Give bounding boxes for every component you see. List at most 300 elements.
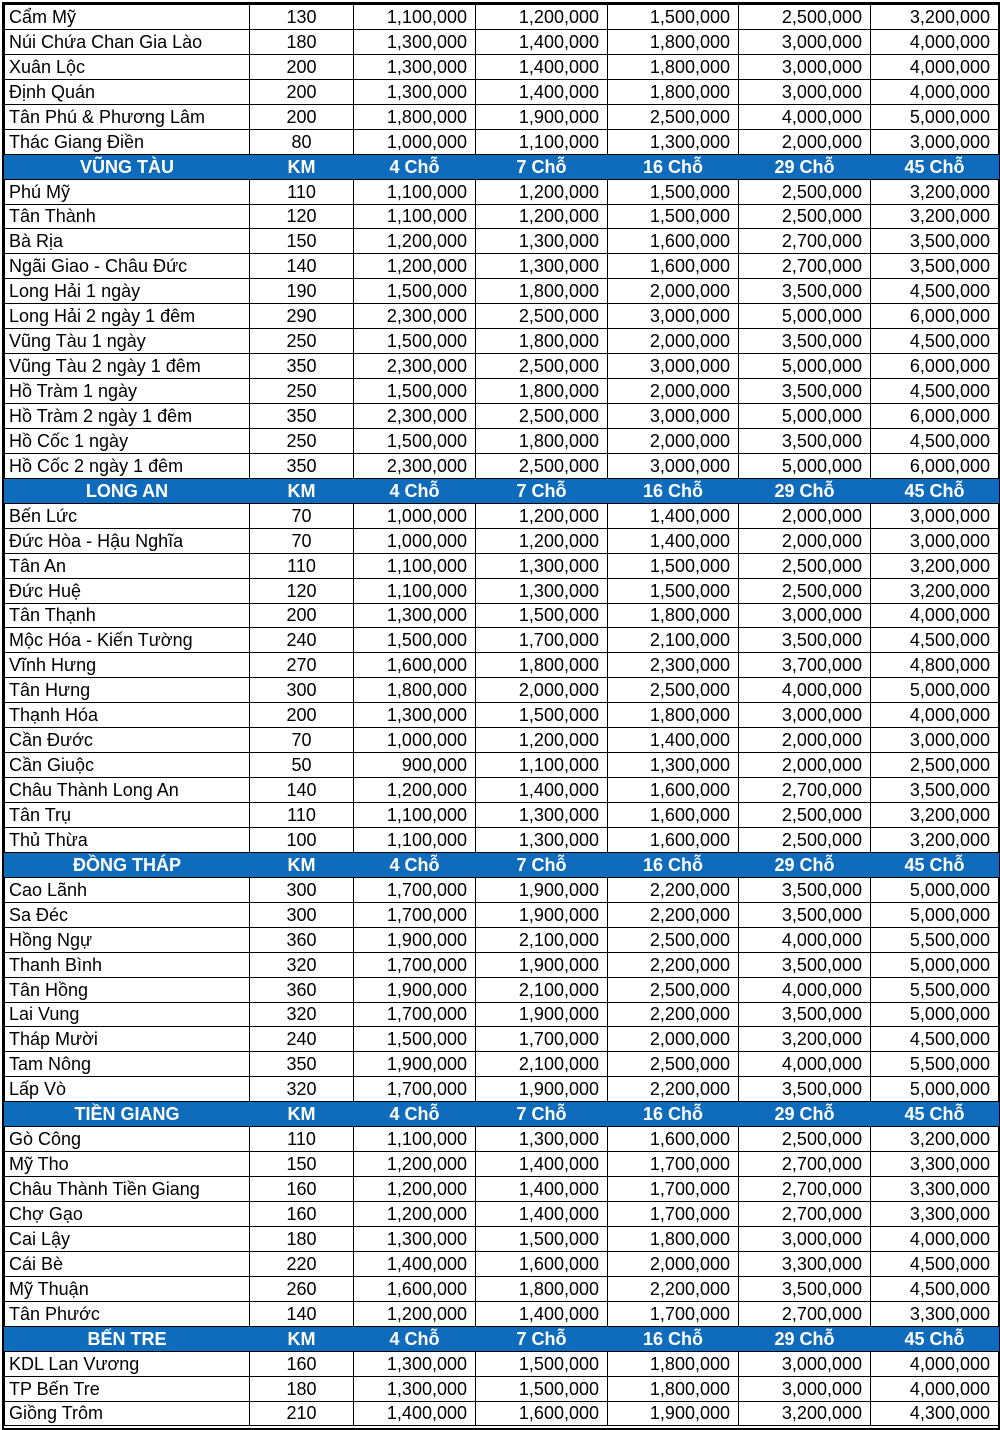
price-7-seat-cell: 1,800,000 [476, 279, 608, 304]
table-row [5, 1077, 999, 1102]
price-7-seat-cell: 1,600,000 [476, 1251, 608, 1276]
price-4-seat-cell: 1,600,000 [354, 653, 476, 678]
price-4-seat-cell: 1,200,000 [354, 778, 476, 803]
location-cell: Bến Lức [5, 503, 250, 528]
region-name: LONG AN [5, 478, 250, 503]
km-cell: 250 [250, 379, 354, 404]
table-row [5, 453, 999, 478]
table-row [5, 1351, 999, 1376]
price-16-seat-cell: 1,800,000 [608, 79, 739, 104]
table-row [5, 1301, 999, 1326]
column-header: 29 Chỗ [739, 852, 871, 877]
km-cell: 180 [250, 29, 354, 54]
location-cell: Hồ Tràm 2 ngày 1 đêm [5, 404, 250, 429]
km-cell: 110 [250, 553, 354, 578]
column-header: 4 Chỗ [354, 478, 476, 503]
km-cell: 350 [250, 1052, 354, 1077]
price-7-seat-cell: 1,800,000 [476, 329, 608, 354]
price-7-seat-cell: 1,200,000 [476, 204, 608, 229]
price-16-seat-cell: 1,500,000 [608, 5, 739, 30]
price-4-seat-cell: 1,200,000 [354, 1202, 476, 1227]
price-16-seat-cell: 2,000,000 [608, 1251, 739, 1276]
price-29-seat-cell: 3,500,000 [739, 1276, 871, 1301]
location-cell: Thác Giang Điền [5, 129, 250, 154]
price-4-seat-cell: 1,300,000 [354, 1351, 476, 1376]
price-4-seat-cell: 1,700,000 [354, 902, 476, 927]
column-header: 7 Chỗ [476, 1326, 608, 1351]
column-header: 45 Chỗ [871, 154, 999, 179]
price-45-seat-cell: 3,300,000 [871, 1301, 999, 1326]
price-7-seat-cell: 1,900,000 [476, 902, 608, 927]
price-45-seat-cell: 6,000,000 [871, 404, 999, 429]
table-row [5, 29, 999, 54]
price-7-seat-cell: 1,300,000 [476, 803, 608, 828]
price-4-seat-cell: 1,500,000 [354, 428, 476, 453]
price-29-seat-cell: 4,000,000 [739, 927, 871, 952]
price-7-seat-cell: 1,400,000 [476, 1301, 608, 1326]
location-cell: Ngãi Giao - Châu Đức [5, 254, 250, 279]
km-cell: 120 [250, 578, 354, 603]
price-29-seat-cell: 2,500,000 [739, 204, 871, 229]
location-cell: Thủ Thừa [5, 827, 250, 852]
price-7-seat-cell: 1,500,000 [476, 1226, 608, 1251]
location-cell: Vĩnh Hưng [5, 653, 250, 678]
km-cell: 150 [250, 229, 354, 254]
location-cell: Sa Đéc [5, 902, 250, 927]
price-16-seat-cell: 2,500,000 [608, 1052, 739, 1077]
price-4-seat-cell: 1,400,000 [354, 1401, 476, 1426]
price-4-seat-cell: 1,300,000 [354, 1226, 476, 1251]
price-16-seat-cell: 1,600,000 [608, 229, 739, 254]
table-row [5, 1226, 999, 1251]
price-45-seat-cell: 3,200,000 [871, 803, 999, 828]
price-29-seat-cell: 2,500,000 [739, 827, 871, 852]
price-16-seat-cell: 3,000,000 [608, 453, 739, 478]
price-7-seat-cell: 1,400,000 [476, 79, 608, 104]
price-45-seat-cell: 4,000,000 [871, 1351, 999, 1376]
price-7-seat-cell: 1,400,000 [476, 778, 608, 803]
price-29-seat-cell: 2,000,000 [739, 753, 871, 778]
table-row [5, 1002, 999, 1027]
location-cell: Vũng Tàu 1 ngày [5, 329, 250, 354]
price-45-seat-cell: 3,500,000 [871, 254, 999, 279]
km-cell: 70 [250, 528, 354, 553]
location-cell: Hồ Tràm 1 ngày [5, 379, 250, 404]
price-7-seat-cell: 1,100,000 [476, 753, 608, 778]
price-16-seat-cell: 2,200,000 [608, 1077, 739, 1102]
price-7-seat-cell: 1,400,000 [476, 1202, 608, 1227]
price-7-seat-cell: 1,200,000 [476, 728, 608, 753]
price-45-seat-cell: 3,200,000 [871, 827, 999, 852]
column-header: KM [250, 154, 354, 179]
km-cell: 350 [250, 404, 354, 429]
km-cell: 120 [250, 204, 354, 229]
price-45-seat-cell: 6,000,000 [871, 304, 999, 329]
km-cell: 200 [250, 54, 354, 79]
price-29-seat-cell: 5,000,000 [739, 354, 871, 379]
price-29-seat-cell: 3,000,000 [739, 79, 871, 104]
table-row [5, 778, 999, 803]
price-4-seat-cell: 1,100,000 [354, 827, 476, 852]
km-cell: 200 [250, 603, 354, 628]
price-4-seat-cell: 1,100,000 [354, 803, 476, 828]
column-header: 29 Chỗ [739, 154, 871, 179]
price-29-seat-cell: 3,500,000 [739, 877, 871, 902]
price-45-seat-cell: 5,500,000 [871, 1052, 999, 1077]
price-29-seat-cell: 3,000,000 [739, 603, 871, 628]
price-45-seat-cell: 5,000,000 [871, 104, 999, 129]
price-45-seat-cell: 4,500,000 [871, 379, 999, 404]
price-7-seat-cell: 1,700,000 [476, 1027, 608, 1052]
price-29-seat-cell: 2,000,000 [739, 503, 871, 528]
price-7-seat-cell: 1,900,000 [476, 1077, 608, 1102]
price-table-body [5, 5, 999, 1426]
price-16-seat-cell: 2,500,000 [608, 104, 739, 129]
price-45-seat-cell: 5,000,000 [871, 1077, 999, 1102]
price-29-seat-cell: 3,500,000 [739, 902, 871, 927]
price-45-seat-cell: 3,200,000 [871, 204, 999, 229]
price-4-seat-cell: 1,000,000 [354, 129, 476, 154]
price-16-seat-cell: 1,300,000 [608, 129, 739, 154]
price-7-seat-cell: 2,500,000 [476, 354, 608, 379]
price-45-seat-cell: 4,500,000 [871, 428, 999, 453]
price-4-seat-cell: 1,100,000 [354, 1127, 476, 1152]
price-29-seat-cell: 3,700,000 [739, 653, 871, 678]
km-cell: 300 [250, 678, 354, 703]
price-29-seat-cell: 3,000,000 [739, 1226, 871, 1251]
price-4-seat-cell: 1,100,000 [354, 179, 476, 204]
price-16-seat-cell: 2,500,000 [608, 678, 739, 703]
km-cell: 160 [250, 1177, 354, 1202]
location-cell: KDL Lan Vương [5, 1351, 250, 1376]
km-cell: 100 [250, 827, 354, 852]
price-45-seat-cell: 4,500,000 [871, 1251, 999, 1276]
region-header-row [5, 154, 999, 179]
column-header: 29 Chỗ [739, 1102, 871, 1127]
price-29-seat-cell: 2,700,000 [739, 1177, 871, 1202]
price-45-seat-cell: 5,000,000 [871, 952, 999, 977]
price-4-seat-cell: 1,200,000 [354, 254, 476, 279]
km-cell: 210 [250, 1401, 354, 1426]
table-row [5, 229, 999, 254]
price-4-seat-cell: 1,900,000 [354, 927, 476, 952]
km-cell: 200 [250, 703, 354, 728]
price-45-seat-cell: 3,000,000 [871, 528, 999, 553]
price-table [4, 4, 999, 1426]
price-4-seat-cell: 1,900,000 [354, 977, 476, 1002]
location-cell: Cần Giuộc [5, 753, 250, 778]
column-header: 7 Chỗ [476, 478, 608, 503]
price-4-seat-cell: 1,300,000 [354, 29, 476, 54]
price-7-seat-cell: 2,100,000 [476, 1052, 608, 1077]
table-row [5, 329, 999, 354]
region-name: ĐỒNG THÁP [5, 852, 250, 877]
price-4-seat-cell: 1,100,000 [354, 578, 476, 603]
location-cell: Vũng Tàu 2 ngày 1 đêm [5, 354, 250, 379]
price-7-seat-cell: 1,500,000 [476, 603, 608, 628]
location-cell: Cai Lậy [5, 1226, 250, 1251]
km-cell: 320 [250, 1077, 354, 1102]
price-45-seat-cell: 4,000,000 [871, 1226, 999, 1251]
location-cell: Lai Vung [5, 1002, 250, 1027]
km-cell: 240 [250, 628, 354, 653]
column-header: 4 Chỗ [354, 852, 476, 877]
price-45-seat-cell: 3,200,000 [871, 179, 999, 204]
price-4-seat-cell: 1,200,000 [354, 229, 476, 254]
price-7-seat-cell: 1,200,000 [476, 503, 608, 528]
location-cell: Thạnh Hóa [5, 703, 250, 728]
price-29-seat-cell: 3,500,000 [739, 329, 871, 354]
km-cell: 360 [250, 977, 354, 1002]
price-4-seat-cell: 1,800,000 [354, 678, 476, 703]
table-row [5, 753, 999, 778]
column-header: 29 Chỗ [739, 1326, 871, 1351]
price-4-seat-cell: 1,100,000 [354, 553, 476, 578]
price-45-seat-cell: 4,000,000 [871, 1376, 999, 1401]
km-cell: 220 [250, 1251, 354, 1276]
km-cell: 110 [250, 803, 354, 828]
price-4-seat-cell: 2,300,000 [354, 404, 476, 429]
location-cell: Mỹ Tho [5, 1152, 250, 1177]
price-45-seat-cell: 5,500,000 [871, 927, 999, 952]
price-16-seat-cell: 1,500,000 [608, 204, 739, 229]
price-4-seat-cell: 1,500,000 [354, 1027, 476, 1052]
price-7-seat-cell: 1,500,000 [476, 1351, 608, 1376]
price-45-seat-cell: 4,000,000 [871, 603, 999, 628]
table-row [5, 1152, 999, 1177]
table-row [5, 1276, 999, 1301]
price-16-seat-cell: 1,700,000 [608, 1177, 739, 1202]
price-7-seat-cell: 1,900,000 [476, 1002, 608, 1027]
table-row [5, 1202, 999, 1227]
price-4-seat-cell: 1,400,000 [354, 1251, 476, 1276]
price-16-seat-cell: 1,600,000 [608, 827, 739, 852]
table-row [5, 803, 999, 828]
price-29-seat-cell: 2,000,000 [739, 728, 871, 753]
price-16-seat-cell: 1,700,000 [608, 1301, 739, 1326]
column-header: 7 Chỗ [476, 1102, 608, 1127]
price-4-seat-cell: 1,700,000 [354, 1002, 476, 1027]
price-45-seat-cell: 4,800,000 [871, 653, 999, 678]
km-cell: 290 [250, 304, 354, 329]
location-cell: Châu Thành Tiền Giang [5, 1177, 250, 1202]
km-cell: 130 [250, 5, 354, 30]
price-16-seat-cell: 3,000,000 [608, 304, 739, 329]
price-29-seat-cell: 3,500,000 [739, 1077, 871, 1102]
price-45-seat-cell: 3,200,000 [871, 1127, 999, 1152]
price-16-seat-cell: 2,500,000 [608, 977, 739, 1002]
price-4-seat-cell: 2,300,000 [354, 354, 476, 379]
price-16-seat-cell: 2,500,000 [608, 927, 739, 952]
table-row [5, 104, 999, 129]
location-cell: Núi Chứa Chan Gia Lào [5, 29, 250, 54]
price-16-seat-cell: 2,200,000 [608, 1276, 739, 1301]
price-16-seat-cell: 2,000,000 [608, 379, 739, 404]
table-row [5, 379, 999, 404]
km-cell: 250 [250, 428, 354, 453]
location-cell: Hồ Cốc 1 ngày [5, 428, 250, 453]
price-4-seat-cell: 2,300,000 [354, 453, 476, 478]
price-16-seat-cell: 1,800,000 [608, 1376, 739, 1401]
km-cell: 180 [250, 1376, 354, 1401]
price-4-seat-cell: 1,700,000 [354, 1077, 476, 1102]
price-4-seat-cell: 1,700,000 [354, 952, 476, 977]
price-29-seat-cell: 3,500,000 [739, 952, 871, 977]
table-row [5, 528, 999, 553]
price-4-seat-cell: 1,200,000 [354, 1152, 476, 1177]
price-29-seat-cell: 2,500,000 [739, 179, 871, 204]
price-7-seat-cell: 1,900,000 [476, 952, 608, 977]
table-row [5, 977, 999, 1002]
price-45-seat-cell: 5,000,000 [871, 1002, 999, 1027]
price-16-seat-cell: 1,600,000 [608, 778, 739, 803]
table-row [5, 428, 999, 453]
price-45-seat-cell: 4,500,000 [871, 279, 999, 304]
price-29-seat-cell: 5,000,000 [739, 453, 871, 478]
price-4-seat-cell: 1,100,000 [354, 5, 476, 30]
column-header: 45 Chỗ [871, 852, 999, 877]
km-cell: 180 [250, 1226, 354, 1251]
km-cell: 300 [250, 877, 354, 902]
location-cell: Long Hải 2 ngày 1 đêm [5, 304, 250, 329]
table-row [5, 1052, 999, 1077]
km-cell: 350 [250, 453, 354, 478]
price-7-seat-cell: 1,800,000 [476, 379, 608, 404]
location-cell: Tân Hồng [5, 977, 250, 1002]
price-7-seat-cell: 1,300,000 [476, 827, 608, 852]
price-4-seat-cell: 1,000,000 [354, 503, 476, 528]
price-29-seat-cell: 4,000,000 [739, 104, 871, 129]
table-row [5, 1251, 999, 1276]
km-cell: 200 [250, 79, 354, 104]
location-cell: Tam Nông [5, 1052, 250, 1077]
price-16-seat-cell: 1,800,000 [608, 54, 739, 79]
location-cell: Tân Hưng [5, 678, 250, 703]
price-7-seat-cell: 1,300,000 [476, 229, 608, 254]
price-4-seat-cell: 1,500,000 [354, 379, 476, 404]
km-cell: 250 [250, 329, 354, 354]
location-cell: Tân Phước [5, 1301, 250, 1326]
price-45-seat-cell: 3,000,000 [871, 129, 999, 154]
price-4-seat-cell: 1,700,000 [354, 877, 476, 902]
price-7-seat-cell: 2,500,000 [476, 304, 608, 329]
column-header: 45 Chỗ [871, 1326, 999, 1351]
table-row [5, 603, 999, 628]
column-header: 4 Chỗ [354, 1102, 476, 1127]
location-cell: Tân Thành [5, 204, 250, 229]
price-29-seat-cell: 3,000,000 [739, 1351, 871, 1376]
price-45-seat-cell: 4,500,000 [871, 1276, 999, 1301]
location-cell: TP Bến Tre [5, 1376, 250, 1401]
km-cell: 190 [250, 279, 354, 304]
table-row [5, 129, 999, 154]
table-row [5, 404, 999, 429]
location-cell: Đức Hòa - Hậu Nghĩa [5, 528, 250, 553]
table-row [5, 1127, 999, 1152]
price-16-seat-cell: 2,000,000 [608, 279, 739, 304]
table-row [5, 678, 999, 703]
price-45-seat-cell: 3,300,000 [871, 1202, 999, 1227]
price-7-seat-cell: 1,300,000 [476, 553, 608, 578]
price-16-seat-cell: 2,200,000 [608, 877, 739, 902]
price-4-seat-cell: 1,100,000 [354, 204, 476, 229]
price-45-seat-cell: 4,000,000 [871, 29, 999, 54]
km-cell: 200 [250, 104, 354, 129]
price-16-seat-cell: 1,800,000 [608, 603, 739, 628]
table-row [5, 578, 999, 603]
km-cell: 110 [250, 1127, 354, 1152]
price-16-seat-cell: 1,400,000 [608, 728, 739, 753]
price-29-seat-cell: 3,200,000 [739, 1027, 871, 1052]
price-29-seat-cell: 3,000,000 [739, 703, 871, 728]
price-45-seat-cell: 3,200,000 [871, 553, 999, 578]
price-16-seat-cell: 3,000,000 [608, 354, 739, 379]
column-header: KM [250, 1102, 354, 1127]
location-cell: Hồ Cốc 2 ngày 1 đêm [5, 453, 250, 478]
column-header: KM [250, 1326, 354, 1351]
price-45-seat-cell: 5,000,000 [871, 678, 999, 703]
location-cell: Định Quán [5, 79, 250, 104]
location-cell: Tân An [5, 553, 250, 578]
price-16-seat-cell: 1,500,000 [608, 179, 739, 204]
column-header: 16 Chỗ [608, 1326, 739, 1351]
location-cell: Bà Rịa [5, 229, 250, 254]
price-7-seat-cell: 1,200,000 [476, 179, 608, 204]
table-row [5, 79, 999, 104]
price-45-seat-cell: 4,500,000 [871, 628, 999, 653]
price-4-seat-cell: 1,600,000 [354, 1276, 476, 1301]
price-4-seat-cell: 1,500,000 [354, 628, 476, 653]
price-45-seat-cell: 4,000,000 [871, 54, 999, 79]
region-header-row [5, 478, 999, 503]
column-header: 29 Chỗ [739, 478, 871, 503]
price-7-seat-cell: 1,900,000 [476, 877, 608, 902]
price-45-seat-cell: 6,000,000 [871, 453, 999, 478]
table-row [5, 354, 999, 379]
price-29-seat-cell: 3,500,000 [739, 379, 871, 404]
table-row [5, 54, 999, 79]
km-cell: 300 [250, 902, 354, 927]
price-29-seat-cell: 3,500,000 [739, 628, 871, 653]
table-row [5, 304, 999, 329]
table-row [5, 952, 999, 977]
price-16-seat-cell: 1,500,000 [608, 553, 739, 578]
km-cell: 160 [250, 1351, 354, 1376]
km-cell: 260 [250, 1276, 354, 1301]
km-cell: 140 [250, 778, 354, 803]
column-header: 16 Chỗ [608, 154, 739, 179]
price-45-seat-cell: 4,300,000 [871, 1401, 999, 1426]
location-cell: Phú Mỹ [5, 179, 250, 204]
column-header: 16 Chỗ [608, 852, 739, 877]
price-4-seat-cell: 1,200,000 [354, 1301, 476, 1326]
price-4-seat-cell: 1,300,000 [354, 54, 476, 79]
price-29-seat-cell: 3,200,000 [739, 1401, 871, 1426]
price-29-seat-cell: 3,500,000 [739, 1002, 871, 1027]
price-7-seat-cell: 1,400,000 [476, 29, 608, 54]
location-cell: Mộc Hóa - Kiến Tường [5, 628, 250, 653]
table-row [5, 927, 999, 952]
region-header-row [5, 1326, 999, 1351]
table-row [5, 728, 999, 753]
price-29-seat-cell: 2,500,000 [739, 553, 871, 578]
price-29-seat-cell: 2,700,000 [739, 1202, 871, 1227]
price-7-seat-cell: 1,200,000 [476, 5, 608, 30]
region-header-row [5, 852, 999, 877]
price-16-seat-cell: 1,400,000 [608, 503, 739, 528]
location-cell: Cái Bè [5, 1251, 250, 1276]
km-cell: 50 [250, 753, 354, 778]
